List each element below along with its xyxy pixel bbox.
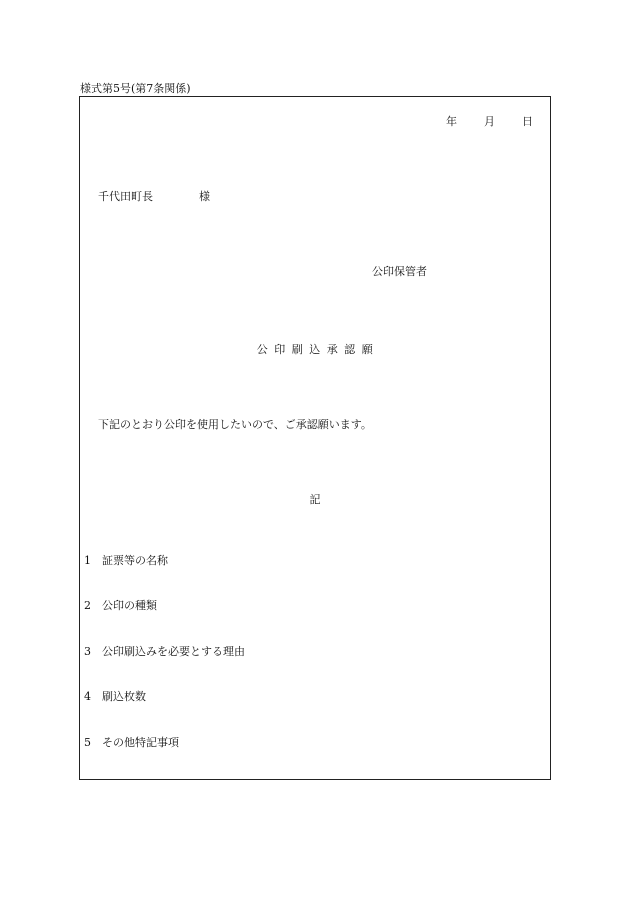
addressee-name: 千代田町長 <box>98 190 153 203</box>
item-number: 5 <box>84 736 91 749</box>
form-number: 様式第5号(第7条関係) <box>80 82 191 95</box>
list-item <box>84 645 245 658</box>
item-number: 2 <box>84 599 91 612</box>
date-month-label: 月 <box>484 115 495 128</box>
ki-heading: 記 <box>309 493 321 506</box>
item-label: 証票等の名称 <box>102 554 168 567</box>
item-label: 公印の種類 <box>102 599 157 612</box>
addressee <box>98 190 210 203</box>
item-number: 4 <box>84 690 91 703</box>
list-item <box>84 736 179 749</box>
list-item <box>84 599 157 612</box>
date-day-label: 日 <box>522 115 533 128</box>
applicant-label: 公印保管者 <box>372 265 427 278</box>
addressee-honorific: 様 <box>199 190 210 203</box>
item-label: 公印刷込みを必要とする理由 <box>102 645 245 658</box>
item-number: 3 <box>84 645 91 658</box>
request-body-text: 下記のとおり公印を使用したいので、ご承認願います。 <box>98 418 372 431</box>
document-title: 公印刷込承認願 <box>256 343 380 356</box>
list-item <box>84 554 168 567</box>
list-item <box>84 690 146 703</box>
item-number: 1 <box>84 554 91 567</box>
date-year-label: 年 <box>446 115 457 128</box>
item-label: 刷込枚数 <box>102 690 146 703</box>
item-label: その他特記事項 <box>102 736 179 749</box>
date-line <box>446 115 533 128</box>
